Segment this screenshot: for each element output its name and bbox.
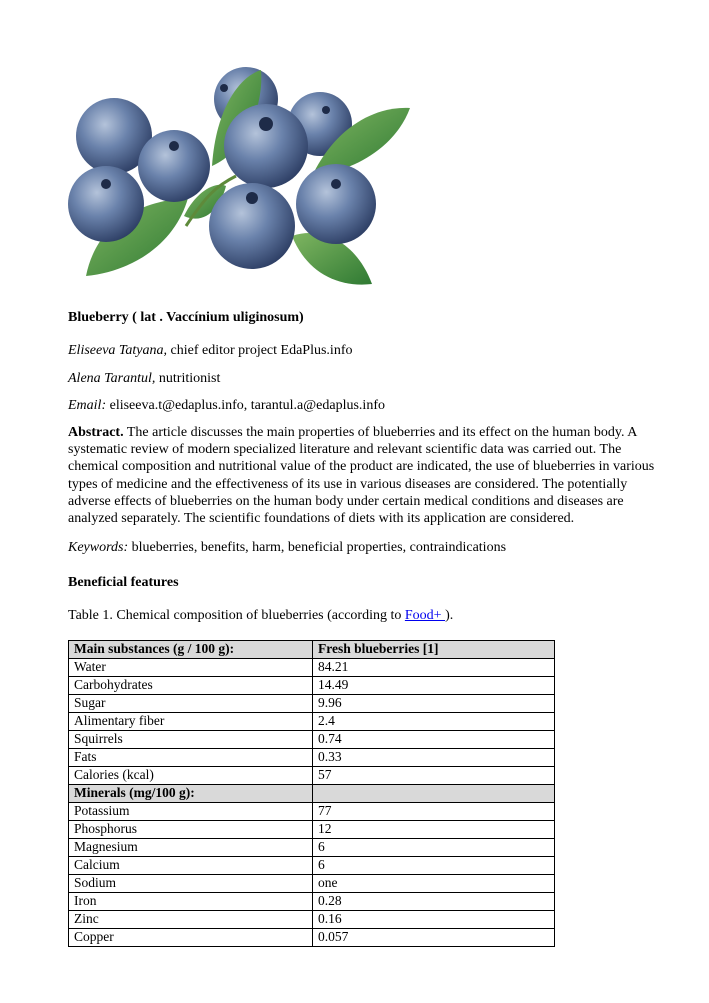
substance-cell: Alimentary fiber <box>69 713 313 731</box>
substance-cell: Magnesium <box>69 839 313 857</box>
value-cell: 14.49 <box>313 677 555 695</box>
header-cell: Fresh blueberries [1] <box>313 641 555 659</box>
table-row <box>69 857 555 875</box>
food-plus-link[interactable]: Food+ <box>404 608 446 623</box>
table-row <box>69 821 555 839</box>
value-cell: one <box>313 875 555 893</box>
substance-cell: Minerals (mg/100 g): <box>69 785 313 803</box>
abstract-label: Abstract. <box>68 425 124 440</box>
header-cell: Main substances (g / 100 g): <box>69 641 313 659</box>
substance-cell: Squirrels <box>69 731 313 749</box>
value-cell: 6 <box>313 857 555 875</box>
author-line <box>68 342 664 359</box>
table-row <box>69 659 555 677</box>
caption-end: ). <box>445 608 454 623</box>
substance-cell: Phosphorus <box>69 821 313 839</box>
table-row <box>69 695 555 713</box>
author-line <box>68 370 664 387</box>
value-cell <box>313 785 555 803</box>
table-row <box>69 875 555 893</box>
table-body <box>69 659 555 947</box>
value-cell: 77 <box>313 803 555 821</box>
value-cell: 9.96 <box>313 695 555 713</box>
substance-cell: Copper <box>69 929 313 947</box>
value-cell: 84.21 <box>313 659 555 677</box>
keywords <box>68 539 664 556</box>
value-cell: 6 <box>313 839 555 857</box>
caption-text: Table 1. Chemical composition of blueberries (according to <box>68 608 405 623</box>
abstract-text: The article discusses the main properties of blueberries and its effect on the human body. A systematic review of modern specialized literature and relevant scientific data was carried out. The chemical composition and nutritional value of the product are indicated, the use of blueberries in various types of medicine and the effectiveness of its use in various diseases are considered. The potentially adverse effects of blueberries on the human body under certain medical conditions and diseases are analyzed separately. The scientific foundations of diets with its application are considered. <box>68 425 655 527</box>
table-row <box>69 911 555 929</box>
substance-cell: Calories (kcal) <box>69 767 313 785</box>
table-row <box>69 731 555 749</box>
author-name: Alena Tarantul, <box>68 371 156 386</box>
email-addresses: eliseeva.t@edaplus.info, tarantul.a@edaplus.info <box>106 398 385 413</box>
abstract <box>68 424 664 527</box>
article-title: Blueberry ( lat . Vaccínium uliginosum) <box>68 310 304 325</box>
value-cell: 0.74 <box>313 731 555 749</box>
substance-cell: Calcium <box>69 857 313 875</box>
blueberries-image <box>66 66 412 292</box>
table-header-row <box>69 641 555 659</box>
table-row <box>69 839 555 857</box>
substance-cell: Water <box>69 659 313 677</box>
table-row <box>69 767 555 785</box>
table-row <box>69 749 555 767</box>
value-cell: 57 <box>313 767 555 785</box>
value-cell: 0.16 <box>313 911 555 929</box>
substance-cell: Zinc <box>69 911 313 929</box>
table-caption <box>68 607 664 624</box>
keywords-label: Keywords: <box>68 540 129 555</box>
substance-cell: Carbohydrates <box>69 677 313 695</box>
value-cell: 0.28 <box>313 893 555 911</box>
value-cell: 0.057 <box>313 929 555 947</box>
composition-table <box>68 640 555 947</box>
author-name: Eliseeva Tatyana, <box>68 343 168 358</box>
table-row <box>69 893 555 911</box>
email-label: Email: <box>68 398 107 413</box>
substance-cell: Fats <box>69 749 313 767</box>
email-line <box>68 397 664 414</box>
table-row <box>69 713 555 731</box>
table-row <box>69 929 555 947</box>
value-cell: 2.4 <box>313 713 555 731</box>
section-heading: Beneficial features <box>68 575 179 590</box>
table-row <box>69 803 555 821</box>
author-role: nutritionist <box>155 371 221 386</box>
substance-cell: Sodium <box>69 875 313 893</box>
value-cell: 0.33 <box>313 749 555 767</box>
keywords-text: blueberries, benefits, harm, beneficial properties, contraindications <box>128 540 507 555</box>
substance-cell: Sugar <box>69 695 313 713</box>
substance-cell: Iron <box>69 893 313 911</box>
value-cell: 12 <box>313 821 555 839</box>
minerals-section-row <box>69 785 555 803</box>
substance-cell: Potassium <box>69 803 313 821</box>
table-row <box>69 677 555 695</box>
author-role: chief editor project EdaPlus.info <box>167 343 353 358</box>
